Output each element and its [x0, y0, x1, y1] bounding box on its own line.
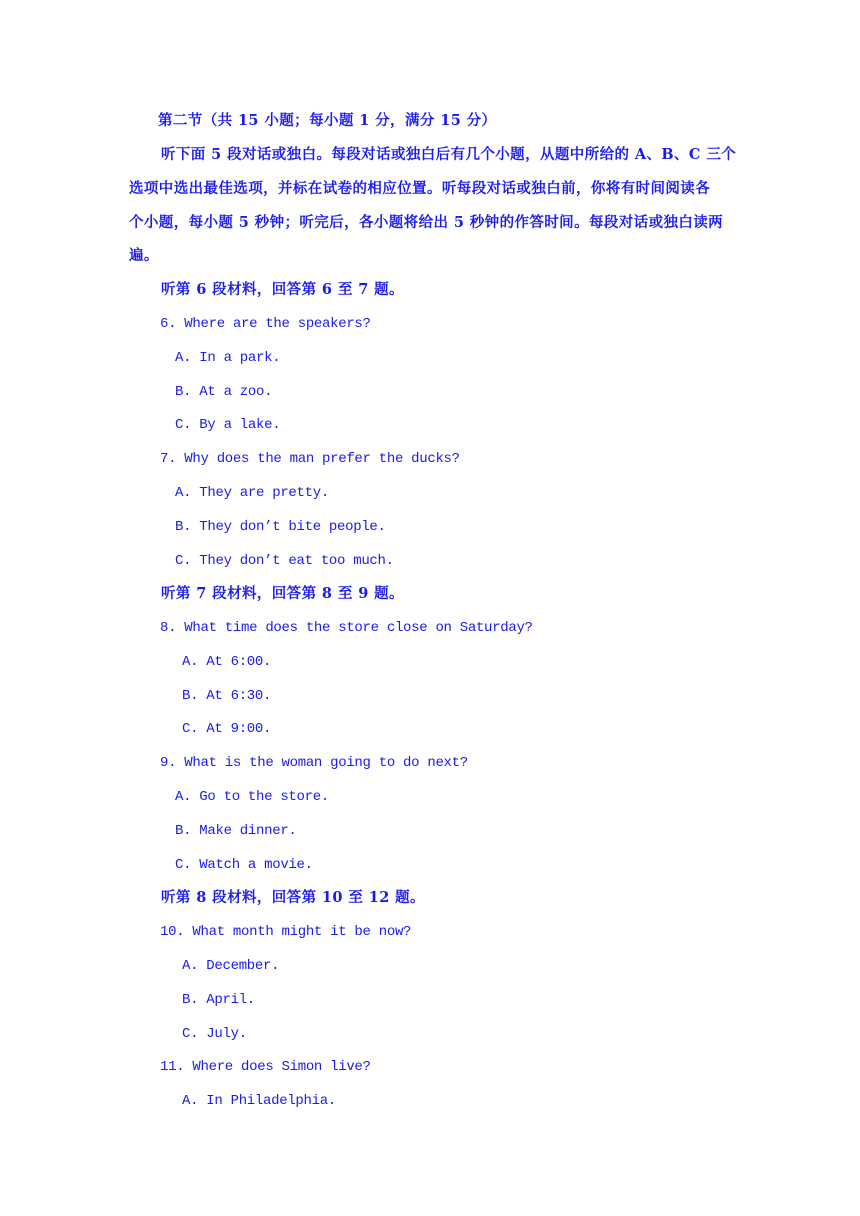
answer-option: B. At 6:30.	[182, 688, 272, 704]
question-stem: 9. What is the woman going to do next?	[160, 755, 468, 771]
question-stem: 8. What time does the store close on Saturday?	[160, 620, 533, 636]
answer-option: C. At 9:00.	[182, 721, 272, 737]
answer-option: A. In a park.	[175, 350, 281, 366]
material-intro: 听第 8 段材料，回答第 10 至 12 题。	[161, 889, 425, 906]
answer-option: B. Make dinner.	[175, 823, 297, 839]
answer-option: A. In Philadelphia.	[182, 1093, 336, 1109]
answer-option: A. December.	[182, 958, 280, 974]
question-stem: 10. What month might it be now?	[160, 924, 412, 940]
answer-option: A. They are pretty.	[175, 485, 329, 501]
question-stem: 11. Where does Simon live?	[160, 1059, 371, 1075]
instructions-line: 遍。	[129, 247, 159, 264]
instructions-line: 选项中选出最佳选项，并标在试卷的相应位置。听每段对话或独白前，你将有时间阅读各	[129, 180, 711, 197]
answer-option: B. They don’t bite people.	[175, 519, 386, 535]
answer-option: C. They don’t eat too much.	[175, 553, 394, 569]
answer-option: A. At 6:00.	[182, 654, 272, 670]
answer-option: A. Go to the store.	[175, 789, 329, 805]
answer-option: C. July.	[182, 1026, 247, 1042]
section-heading: 第二节（共 15 小题；每小题 1 分，满分 15 分）	[158, 112, 497, 129]
answer-option: B. April.	[182, 992, 255, 1008]
question-stem: 7. Why does the man prefer the ducks?	[160, 451, 460, 467]
answer-option: C. By a lake.	[175, 417, 281, 433]
question-stem: 6. Where are the speakers?	[160, 316, 371, 332]
material-intro: 听第 6 段材料，回答第 6 至 7 题。	[161, 281, 404, 298]
answer-option: B. At a zoo.	[175, 384, 273, 400]
instructions-line: 听下面 5 段对话或独白。每段对话或独白后有几个小题，从题中所给的 A、B、C 三个	[161, 146, 737, 163]
instructions-line: 个小题，每小题 5 秒钟；听完后，各小题将给出 5 秒钟的作答时间。每段对话或独白读两	[129, 214, 724, 231]
answer-option: C. Watch a movie.	[175, 857, 313, 873]
material-intro: 听第 7 段材料，回答第 8 至 9 题。	[161, 585, 404, 602]
